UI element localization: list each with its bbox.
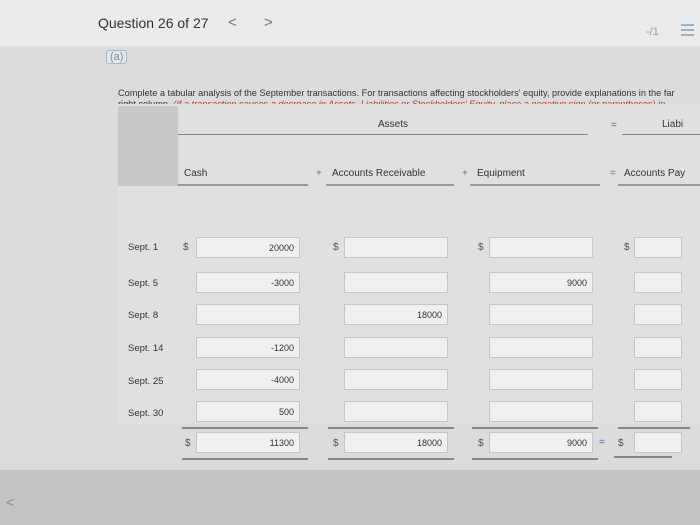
equipment-double-rule [472,458,598,460]
cash-header-underline [178,184,308,186]
cash-input-sept-8[interactable] [196,304,300,325]
accounts-payable-column-header: Accounts Pay [624,168,686,179]
equals-sign-top: = [611,120,617,131]
score-indicator: -/1 [646,26,659,38]
equipment-header-underline [470,184,600,186]
equipment-input-sept-14[interactable] [489,337,593,358]
ar-input-sept-14[interactable] [344,337,448,358]
dollar-sign: $ [183,242,189,253]
ar-input-sept-30[interactable] [344,401,448,422]
ar-header-underline [326,184,454,186]
cash-input-sept-14[interactable]: -1200 [196,337,300,358]
cash-input-sept-25[interactable]: -4000 [196,369,300,390]
cash-double-rule [182,458,308,460]
accounts-receivable-column-header: Accounts Receivable [332,168,426,179]
dollar-sign: $ [478,438,484,449]
plus-operator-1: + [316,168,322,179]
equipment-input-sept-5[interactable]: 9000 [489,272,593,293]
equipment-input-sept-25[interactable] [489,369,593,390]
liabilities-divider [622,134,700,135]
cash-total-rule [182,427,308,429]
cash-input-sept-1[interactable]: 20000 [196,237,300,258]
instructions-text: Complete a tabular analysis of the September transactions. For transactions affecting stockholders' equity, provide explanations in the far [118,88,675,98]
dollar-sign: $ [333,242,339,253]
ap-header-underline [618,184,700,186]
ap-input-sept-8[interactable] [634,304,682,325]
equipment-input-sept-1[interactable] [489,237,593,258]
ap-input-sept-30[interactable] [634,401,682,422]
ap-total-input[interactable] [634,432,682,453]
ar-input-sept-1[interactable] [344,237,448,258]
cash-total-input[interactable]: 11300 [196,432,300,453]
assets-divider [178,134,588,135]
ar-input-sept-8[interactable]: 18000 [344,304,448,325]
row-label-sept-14: Sept. 14 [128,343,164,354]
dollar-sign: $ [185,438,191,449]
ap-input-sept-14[interactable] [634,337,682,358]
row-label-sept-25: Sept. 25 [128,376,164,387]
plus-operator-2: + [462,168,468,179]
dollar-sign: $ [478,242,484,253]
row-label-sept-30: Sept. 30 [128,408,164,419]
cash-column-header: Cash [184,168,208,179]
previous-question-button[interactable]: < [228,14,237,31]
equipment-column-header: Equipment [477,168,525,179]
back-chevron-icon[interactable]: < [6,494,15,510]
part-label: (a) [106,50,127,64]
equipment-total-input[interactable]: 9000 [489,432,593,453]
dollar-sign: $ [618,438,624,449]
ap-input-sept-1[interactable] [634,237,682,258]
ar-input-sept-25[interactable] [344,369,448,390]
row-label-sept-5: Sept. 5 [128,278,159,289]
equipment-input-sept-30[interactable] [489,401,593,422]
row-label-sept-1: Sept. 1 [128,242,159,253]
dollar-sign: $ [624,242,630,253]
assets-group-label: Assets [378,119,409,130]
equipment-input-sept-8[interactable] [489,304,593,325]
dollar-sign: $ [333,438,339,449]
header-bar [0,0,700,46]
cash-input-sept-5[interactable]: -3000 [196,272,300,293]
liabilities-group-label: Liabi [662,119,684,130]
question-title: Question 26 of 27 [98,15,209,31]
menu-icon[interactable] [681,24,694,36]
ap-total-rule [618,427,690,429]
cash-input-sept-30[interactable]: 500 [196,401,300,422]
ar-input-sept-5[interactable] [344,272,448,293]
ap-input-sept-25[interactable] [634,369,682,390]
ap-double-rule [614,456,672,458]
ar-double-rule [328,458,454,460]
header-band [118,106,178,186]
ar-total-rule [328,427,454,429]
ap-input-sept-5[interactable] [634,272,682,293]
equipment-total-rule [472,427,598,429]
row-label-sept-8: Sept. 8 [128,310,159,321]
total-equals-marker: = [599,437,605,448]
ar-total-input[interactable]: 18000 [344,432,448,453]
footer-bar [0,470,700,525]
next-question-button[interactable]: > [264,14,273,31]
equals-operator: = [610,168,616,179]
